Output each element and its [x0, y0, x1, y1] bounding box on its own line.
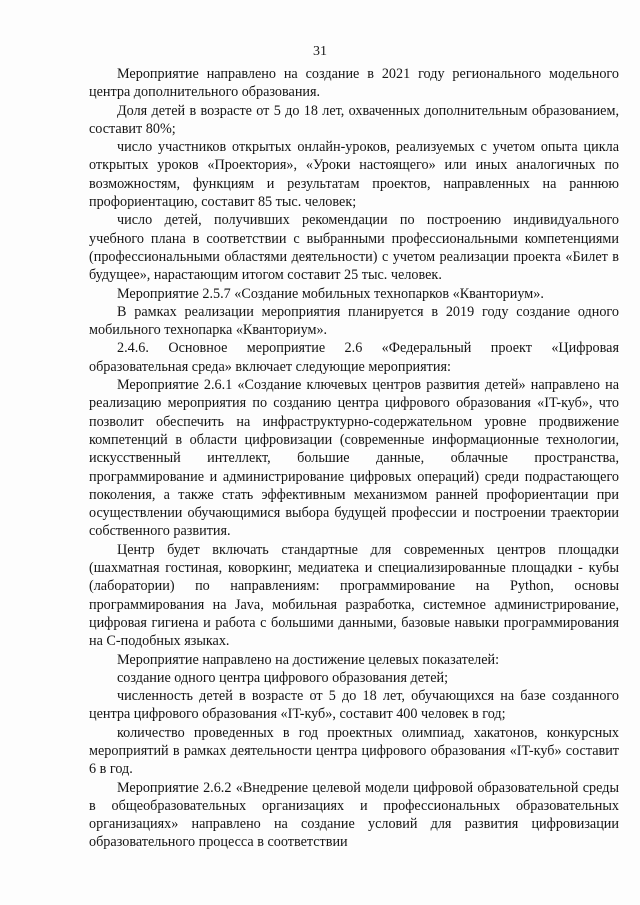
- paragraph: В рамках реализации мероприятия планируется в 2019 году создание одного мобильного технопарка «Кванториум».: [89, 303, 619, 339]
- paragraph: создание одного центра цифрового образования детей;: [117, 669, 449, 686]
- paragraph: число участников открытых онлайн-уроков, реализуемых с учетом опыта цикла открытых уроков «Проектория», «Уроки настоящего» или иных аналогичных по возможностям, функциям и результатам проектов, направленных на раннюю профориентацию, составит 85 тыс. человек;: [89, 139, 619, 211]
- paragraph: Мероприятие направлено на достижение целевых показателей:: [117, 651, 500, 668]
- page-number: 31: [313, 44, 327, 59]
- paragraph: Мероприятие направлено на создание в 2021 году регионального модельного центра дополнительного образования.: [89, 66, 619, 101]
- paragraph: количество проведенных в год проектных олимпиад, хакатонов, конкурсных мероприятий в рамках деятельности центра цифрового образования «IT-куб» составит 6 в год.: [89, 724, 619, 778]
- paragraph: Мероприятие 2.5.7 «Создание мобильных технопарков «Кванториум».: [117, 285, 544, 302]
- paragraph: 2.4.6. Основное мероприятие 2.6 «Федеральный проект «Цифровая образовательная среда» включает следующие мероприятия:: [89, 340, 619, 375]
- paragraph: Мероприятие 2.6.2 «Внедрение целевой модели цифровой образовательной среды в общеобразовательных организациях и профессиональных образовательных организациях» направлено на создание условий для развития цифровизации образовательного процесса в соответствии: [89, 779, 619, 851]
- paragraph: Мероприятие 2.6.1 «Создание ключевых центров развития детей» направлено на реализацию мероприятия по созданию центра цифрового образования «IT-куб», что позволит обеспечить на инфраструктурно-содержательном уровне продвижение компетенций в области цифровизации (современные информационные технологии, искусственный интеллект, большие данные, облачные пространства, программирование и администрирование цифровых операций) среди подрастающего поколения, а также стать эффективным механизмом ранней профориентации при осуществлении обучающимися выбора будущей профессии и построении траектории собственного развития.: [89, 377, 619, 540]
- paragraph: Доля детей в возрасте от 5 до 18 лет, охваченных дополнительным образованием, составит 80%;: [89, 102, 619, 137]
- paragraph: Центр будет включать стандартные для современных центров площадки (шахматная гостиная, коворкинг, медиатека и специализированные площадки - кубы (лаборатории) по направлениям: программирование на Python, основы программирования на Java, мобильная разработка, системное администрирование, цифровая гигиена и работа с большими данными, базовые навыки программирования на С-подобных языках.: [89, 541, 619, 650]
- paragraph: численность детей в возрасте от 5 до 18 лет, обучающихся на базе созданного центра цифрового образования «IT-куб», составит 400 человек в год;: [89, 688, 619, 723]
- paragraph: число детей, получивших рекомендации по построению индивидуального учебного плана в соответствии с выбранными профессиональными компетенциями (профессиональными областями деятельности) с учетом реализации проекта «Билет в будущее», нарастающим итогом составит 25 тыс. человек.: [89, 212, 619, 284]
- document-body: [89, 65, 619, 852]
